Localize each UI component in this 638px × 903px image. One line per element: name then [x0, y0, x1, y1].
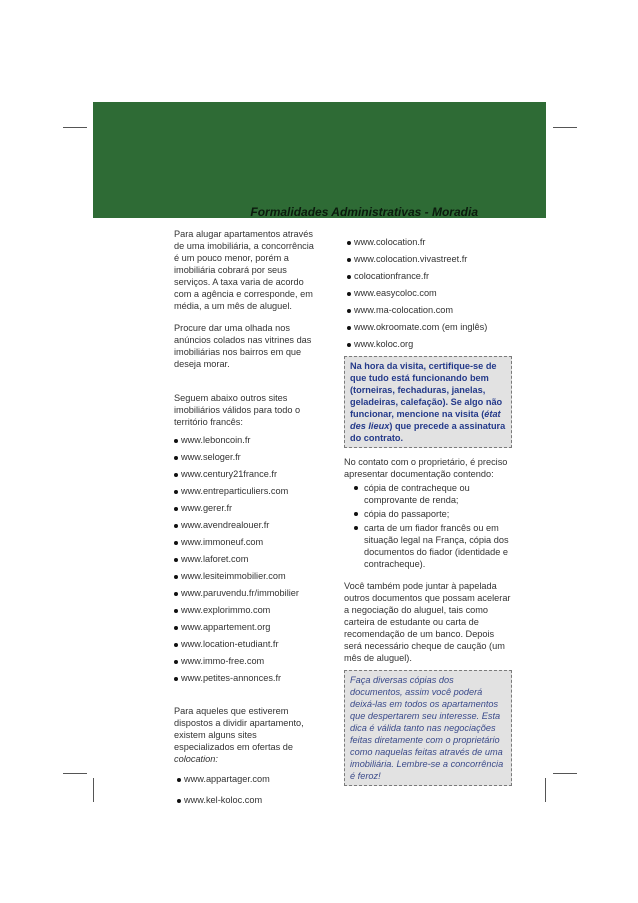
- bullet-icon: [354, 512, 358, 516]
- site-link[interactable]: www.easycoloc.com: [354, 288, 437, 298]
- list-item: [354, 482, 512, 506]
- bullet-icon: [174, 592, 178, 596]
- crop-mark: [553, 127, 577, 128]
- list-item: [177, 773, 316, 785]
- list-item: [174, 587, 316, 599]
- list-item: [174, 451, 316, 463]
- site-link[interactable]: www.immo-free.com: [181, 656, 265, 666]
- bullet-icon: [347, 241, 351, 245]
- header-band: [93, 102, 546, 218]
- bullet-icon: [347, 275, 351, 279]
- left-column: [174, 228, 316, 811]
- bullet-icon: [174, 609, 178, 613]
- bullet-icon: [174, 660, 178, 664]
- list-item: [347, 270, 512, 282]
- bullet-icon: [354, 486, 358, 490]
- tip-text: Faça diversas cópias dos documentos, assim você poderá deixá-las em todos os apartamentos que despertarem seu interesse. Esta dica é válida tanto nas negociações feitas diretamente com o proprietário como naquelas feitas através de uma imobiliária. Lembre-se a concorrência é feroz!: [350, 675, 504, 781]
- crop-mark: [545, 778, 546, 802]
- coloc-site-list: [174, 773, 316, 806]
- document-item: carta de um fiador francês ou em situação legal na França, cópia dos documentos do fiador (identidade e contracheque).: [364, 523, 509, 569]
- list-item: [347, 236, 512, 248]
- bullet-icon: [347, 309, 351, 313]
- bullet-icon: [174, 507, 178, 511]
- coloc-site-list-right: [344, 228, 512, 350]
- bullet-icon: [354, 526, 358, 530]
- list-item: [174, 672, 316, 684]
- list-item: [174, 434, 316, 446]
- bullet-icon: [174, 643, 178, 647]
- site-link[interactable]: www.okroomate.com (em inglês): [354, 322, 488, 332]
- list-item: [174, 502, 316, 514]
- site-list: [174, 434, 316, 684]
- bullet-icon: [347, 258, 351, 262]
- site-link[interactable]: www.gerer.fr: [181, 503, 233, 513]
- site-link[interactable]: www.leboncoin.fr: [181, 435, 251, 445]
- intro-paragraph: Seguem abaixo outros sites imobiliários válidos para todo o território francês:: [174, 393, 301, 427]
- bullet-icon: [174, 439, 178, 443]
- list-item: [347, 304, 512, 316]
- list-item: [174, 485, 316, 497]
- bullet-icon: [174, 677, 178, 681]
- extra-documents-paragraph: Você também pode juntar à papelada outros documentos que possam acelerar a negociação do aluguel, tais como carteira de estudante ou carta de recomendação de um banco. Depois será necessário cheque de caução (um mês de aluguel).: [344, 581, 511, 663]
- site-link[interactable]: www.appartager.com: [184, 774, 270, 784]
- owner-intro: No contato com o proprietário, é preciso apresentar documentação contendo:: [344, 457, 508, 479]
- list-item: [174, 621, 316, 633]
- coloc-emphasis: colocation:: [174, 754, 218, 764]
- site-link[interactable]: www.entreparticuliers.com: [181, 486, 289, 496]
- crop-mark: [93, 778, 94, 802]
- bullet-icon: [174, 626, 178, 630]
- site-link[interactable]: www.location-etudiant.fr: [181, 639, 279, 649]
- site-link[interactable]: www.colocation.fr: [354, 237, 426, 247]
- bullet-icon: [347, 326, 351, 330]
- bullet-icon: [174, 558, 178, 562]
- bullet-icon: [347, 343, 351, 347]
- intro-paragraph: Para alugar apartamentos através de uma imobiliária, a concorrência é um pouco menor, porém a imobiliária cobrará por seus serviços. A taxa varia de acordo com a agência e corresponde, em média, a um mês de aluguel.: [174, 229, 314, 311]
- list-item: [174, 553, 316, 565]
- bullet-icon: [177, 799, 181, 803]
- crop-mark: [63, 127, 87, 128]
- bullet-icon: [174, 524, 178, 528]
- right-column: [344, 228, 512, 794]
- tip-box-inspection: [344, 356, 512, 448]
- bullet-icon: [177, 778, 181, 782]
- site-link[interactable]: www.explorimmo.com: [181, 605, 271, 615]
- site-link[interactable]: www.koloc.org: [354, 339, 414, 349]
- bullet-icon: [174, 473, 178, 477]
- bullet-icon: [347, 292, 351, 296]
- coloc-paragraph: [174, 705, 316, 765]
- tip-text: Na hora da visita, certifique-se de que tudo está funcionando bem (torneiras, fechaduras, janelas, geladeiras, calefação). Se algo não funcionar, mencione na visita (: [350, 361, 503, 419]
- page-title: Formalidades Administrativas - Moradia: [250, 205, 478, 219]
- list-item: [354, 508, 512, 520]
- site-link[interactable]: www.paruvendu.fr/immobilier: [181, 588, 299, 598]
- list-item: [347, 253, 512, 265]
- document-list: [344, 482, 512, 570]
- list-item: [347, 338, 512, 350]
- site-link[interactable]: www.avendrealouer.fr: [181, 520, 270, 530]
- site-link[interactable]: www.petites-annonces.fr: [181, 673, 282, 683]
- list-item: [347, 287, 512, 299]
- site-link[interactable]: www.colocation.vivastreet.fr: [354, 254, 468, 264]
- list-item: [347, 321, 512, 333]
- list-item: [174, 638, 316, 650]
- tip-text: ) que precede a assinatura do contrato.: [350, 421, 506, 443]
- site-link[interactable]: www.laforet.com: [181, 554, 249, 564]
- site-link[interactable]: www.lesiteimmobilier.com: [181, 571, 286, 581]
- list-item: [174, 655, 316, 667]
- tip-box-copies: [344, 670, 512, 786]
- list-item: [174, 536, 316, 548]
- site-link[interactable]: colocationfrance.fr: [354, 271, 430, 281]
- list-item: [174, 519, 316, 531]
- list-item: [177, 794, 316, 806]
- site-link[interactable]: www.kel-koloc.com: [184, 795, 263, 805]
- bullet-icon: [174, 575, 178, 579]
- list-item: [174, 468, 316, 480]
- intro-paragraph: Procure dar uma olhada nos anúncios colados nas vitrines das imobiliárias nos bairros em que deseja morar.: [174, 323, 312, 369]
- crop-mark: [553, 773, 577, 774]
- site-link[interactable]: www.appartement.org: [181, 622, 271, 632]
- site-link[interactable]: www.immoneuf.com: [181, 537, 264, 547]
- site-link[interactable]: www.ma-colocation.com: [354, 305, 454, 315]
- document-item: cópia de contracheque ou comprovante de renda;: [364, 483, 470, 505]
- bullet-icon: [174, 541, 178, 545]
- bullet-icon: [174, 456, 178, 460]
- list-item: [354, 522, 512, 570]
- document-item: cópia do passaporte;: [364, 509, 450, 519]
- crop-mark: [63, 773, 87, 774]
- coloc-text: Para aqueles que estiverem dispostos a dividir apartamento, existem alguns sites especializados em ofertas de: [174, 706, 304, 752]
- tip-emphasis: état des lieux: [350, 409, 501, 431]
- list-item: [174, 570, 316, 582]
- bullet-icon: [174, 490, 178, 494]
- site-link[interactable]: www.century21france.fr: [181, 469, 277, 479]
- list-item: [174, 604, 316, 616]
- site-link[interactable]: www.seloger.fr: [181, 452, 241, 462]
